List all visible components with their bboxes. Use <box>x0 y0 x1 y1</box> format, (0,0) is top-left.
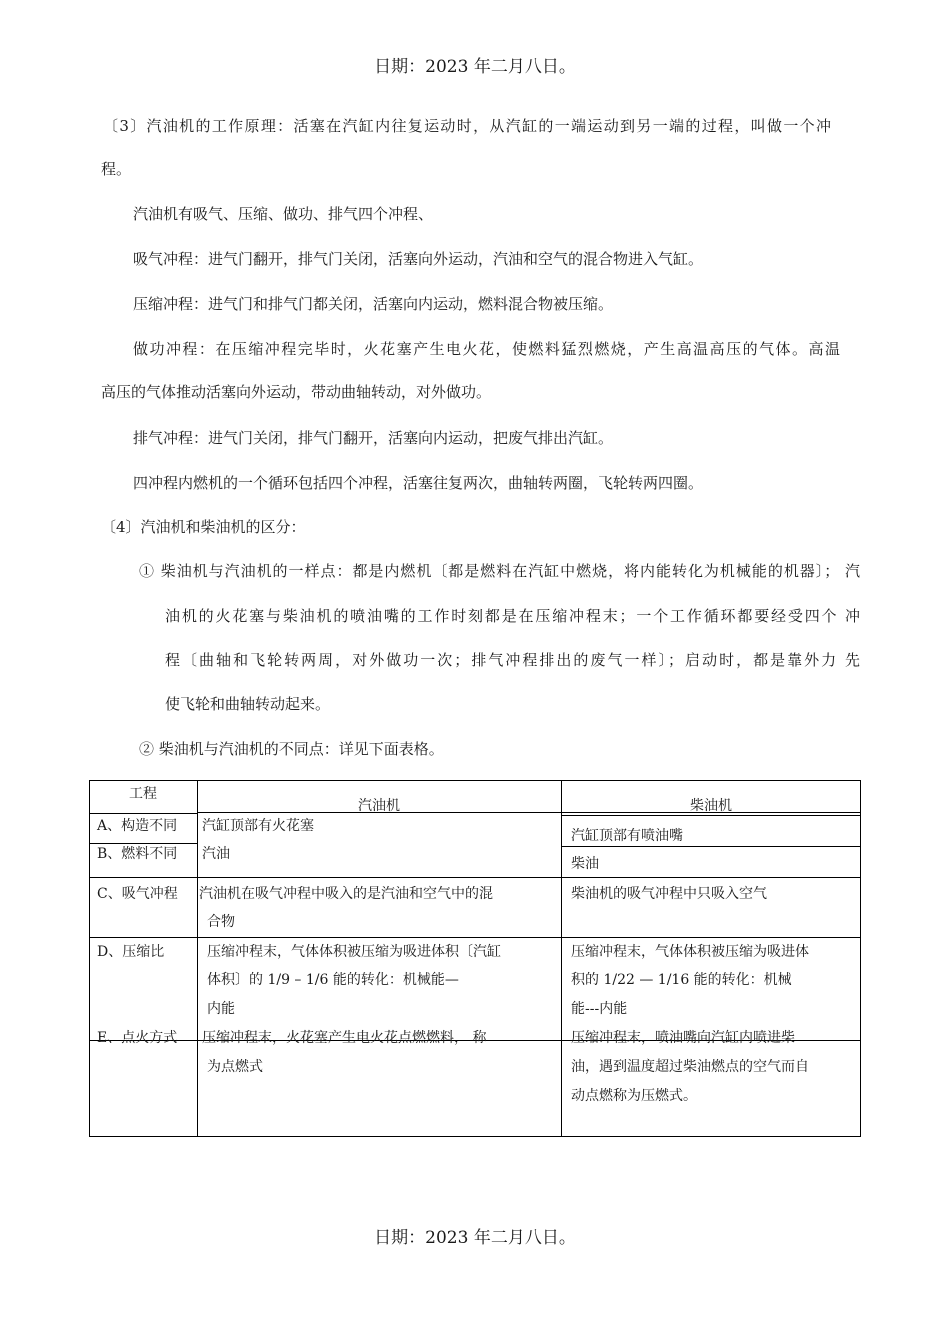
table-border-top <box>89 780 861 781</box>
page-footer-date: 日期：2023 年二月八日。 <box>374 1228 576 1248</box>
row-e-diesel-line-1: 压缩冲程末，喷油嘴向汽缸内喷进柴 <box>571 1030 795 1046</box>
header-gasoline: 汽油机 <box>358 798 400 814</box>
intake-stroke: 吸气冲程：进气门翻开，排气门关闭，活塞向外运动，汽油和空气的混合物进入气缸。 <box>133 250 704 268</box>
row-b-gasoline: 汽油 <box>202 846 230 862</box>
power-stroke-line-1: 做功冲程：在压缩冲程完毕时，火花塞产生电火花，使燃料猛烈燃烧，产生高温高压的气体。高温 <box>133 340 840 358</box>
row-c-diesel: 柴油机的吸气冲程中只吸入空气 <box>571 886 767 902</box>
table-row-line-a-right <box>561 815 861 816</box>
similarities-line-2: 油机的火花塞与柴油机的喷油嘴的工作时刻都是在压缩冲程末；一个工作循环都要经受四个 冲 <box>165 607 860 625</box>
row-e-diesel-line-2: 油，遇到温度超过柴油燃点的空气而自 <box>571 1059 809 1075</box>
row-d-diesel-line-2: 积的 1/22 — 1/16 能的转化：机械 <box>571 972 792 988</box>
row-b-item: B、燃料不同 <box>97 846 178 862</box>
similarities-line-1: ① 柴油机与汽油机的一样点：都是内燃机〔都是燃料在汽缸中燃烧，将内能转化为机械能的机器〕； 汽 <box>139 562 860 580</box>
row-c-gasoline-line-2: 合物 <box>207 914 235 930</box>
table-border-right <box>860 780 861 1137</box>
header-item: 工程 <box>129 786 157 802</box>
table-row-line-c <box>89 877 861 878</box>
row-e-gasoline-line-2: 为点燃式 <box>207 1059 263 1075</box>
row-d-gasoline-line-1: 压缩冲程末，气体体积被压缩为吸进体积〔汽缸 <box>207 944 501 960</box>
similarities-line-4: 使飞轮和曲轴转动起来。 <box>165 695 331 713</box>
paragraph-3-line-1: 〔3〕汽油机的工作原理：活塞在汽缸内往复运动时，从汽缸的一端运动到另一端的过程，叫做一个冲 <box>103 117 831 135</box>
table-divider-2 <box>561 780 562 1137</box>
row-d-diesel-line-3: 能---内能 <box>571 1001 628 1017</box>
differences-intro: ② 柴油机与汽油机的不同点：详见下面表格。 <box>139 740 444 758</box>
row-b-diesel: 柴油 <box>571 856 599 872</box>
row-d-gasoline-line-2: 体积〕的 1/9 – 1/6 能的转化：机械能— <box>207 972 459 988</box>
table-row-line-b-right <box>561 846 861 847</box>
row-e-gasoline-line-1: 压缩冲程末，火花塞产生电火花点燃燃料， 称 <box>202 1030 487 1046</box>
table-divider-1 <box>197 780 198 1137</box>
row-a-gasoline: 汽缸顶部有火花塞 <box>202 818 314 834</box>
table-border-left <box>89 780 90 1137</box>
row-a-item: A、构造不同 <box>97 818 178 834</box>
row-a-diesel: 汽缸顶部有喷油嘴 <box>571 828 683 844</box>
row-c-item: C、吸气冲程 <box>97 886 178 902</box>
table-border-bottom <box>89 1136 861 1137</box>
paragraph-4-heading: 〔4〕汽油机和柴油机的区分： <box>101 518 306 536</box>
strokes-intro: 汽油机有吸气、压缩、做功、排气四个冲程、 <box>133 205 434 223</box>
exhaust-stroke: 排气冲程：进气门关闭，排气门翻开，活塞向内运动，把废气排出汽缸。 <box>133 429 614 447</box>
power-stroke-line-2: 高压的气体推动活塞向外运动，带动曲轴转动，对外做功。 <box>101 383 492 401</box>
row-e-diesel-line-3: 动点燃称为压燃式。 <box>571 1088 697 1104</box>
similarities-line-3: 程〔曲轴和飞轮转两周，对外做功一次；排气冲程排出的废气一样〕；启动时，都是靠外力 先 <box>165 651 860 669</box>
table-row-line-d <box>89 937 861 938</box>
comparison-table <box>89 780 861 1137</box>
row-c-gasoline-line-1: 汽油机在吸气冲程中吸入的是汽油和空气中的混 <box>199 886 493 902</box>
table-row-line-a-left <box>89 813 197 814</box>
page-header-date: 日期：2023 年二月八日。 <box>374 57 576 77</box>
header-diesel: 柴油机 <box>690 798 732 814</box>
paragraph-3-line-2: 程。 <box>101 160 132 178</box>
row-d-gasoline-line-3: 内能 <box>207 1001 235 1017</box>
four-stroke-cycle: 四冲程内燃机的一个循环包括四个冲程，活塞往复两次，曲轴转两圈，飞轮转两四圈。 <box>133 474 704 492</box>
compression-stroke: 压缩冲程：进气门和排气门都关闭，活塞向内运动，燃料混合物被压缩。 <box>133 295 614 313</box>
row-d-diesel-line-1: 压缩冲程末，气体体积被压缩为吸进体 <box>571 944 809 960</box>
row-e-item: E、点火方式 <box>97 1030 178 1046</box>
row-d-item: D、压缩比 <box>97 944 165 960</box>
